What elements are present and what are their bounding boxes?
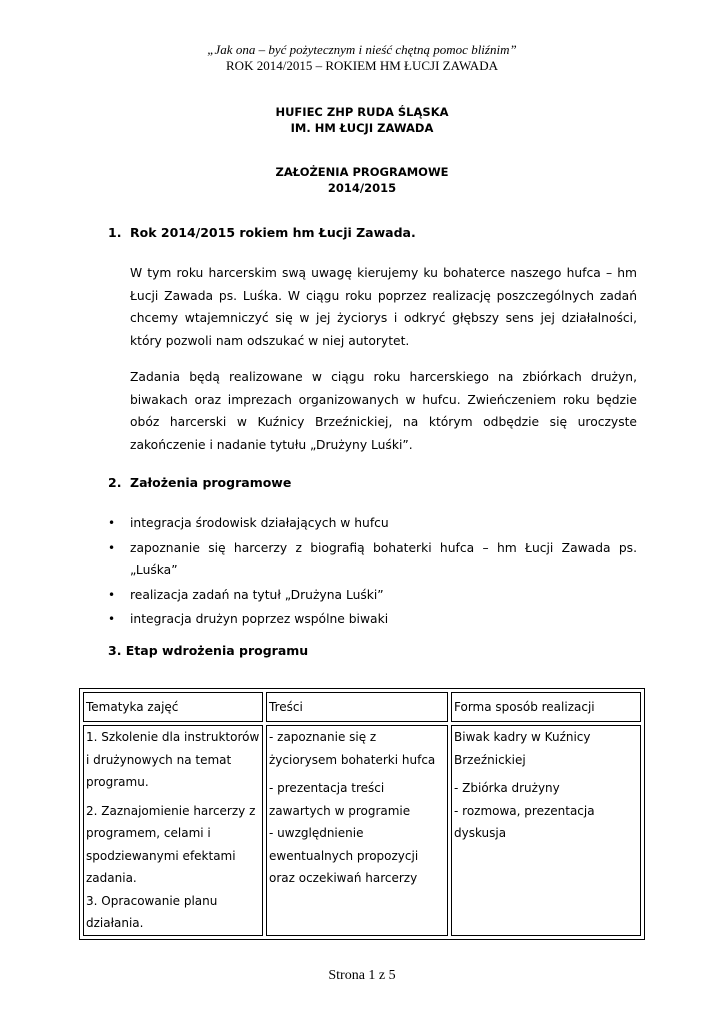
org-title [0,104,724,136]
doc-title-line1: ZAŁOŻENIA PROGRAMOWE [275,165,449,179]
table-header-content: Treści [266,692,448,722]
program-table [79,688,645,940]
org-line2: IM. HM ŁUCJI ZAWADA [290,121,434,135]
table-cell-form: Biwak kadry w Kuźnicy Brzeźnickiej - Zbiórka drużyny - rozmowa, prezentacja dyskusja [451,725,641,936]
doc-title [0,164,724,196]
section3-heading: 3. Etap wdrożenia programu [108,643,309,658]
list-item: • zapoznanie się harcerzy z biografią bohaterki hufca – hm Łucji Zawada ps. „Luśka” [0,537,637,582]
table-header-row [83,692,641,722]
program-bullet-list [0,512,724,633]
table-cell-content: - zapoznanie się z życiorysem bohaterki hufca - prezentacja treści zawartych w programie - uwzględnienie ewentualnych propozycji oraz oczekiwań harcerzy [266,725,448,936]
list-item: • integracja drużyn poprzez wspólne biwaki [0,608,637,631]
bullet-icon: • [108,516,116,530]
section2-number: 2. [108,475,122,490]
page-header [0,42,724,74]
table-row [83,725,641,936]
bullet-icon: • [108,612,116,626]
section1-number: 1. [108,225,122,240]
list-item: • integracja środowisk działających w hufcu [0,512,637,535]
bullet-icon: • [108,540,116,555]
header-motto: „Jak ona – być pożytecznym i nieść chętną pomoc bliźnim” [207,42,517,57]
section1-heading-text: Rok 2014/2015 rokiem hm Łucji Zawada. [130,225,416,240]
list-item: • realizacja zadań na tytuł „Drużyna Luśki” [0,584,637,607]
table-header-form: Forma sposób realizacji [451,692,641,722]
org-line1: HUFIEC ZHP RUDA ŚLĄSKA [275,105,449,119]
section1-heading [108,224,416,242]
header-year-line: ROK 2014/2015 – ROKIEM HM ŁUCJI ZAWADA [226,58,498,73]
table-header-topics: Tematyka zajęć [83,692,263,722]
doc-title-line2: 2014/2015 [327,181,397,195]
section1-paragraph-2: Zadania będą realizowane w ciągu roku harcerskiego na zbiórkach drużyn, biwakach oraz imprezach organizowanych w hufcu. Zwieńczeniem roku będzie obóz harcerski w Kuźnicy Brzeźnickiej, na którym odbędzie się uroczyste zakończenie i nadanie tytułu „Drużyny Luśki”. [130,370,637,452]
section2-heading-text: Założenia programowe [130,475,292,490]
table-cell-topics: 1. Szkolenie dla instruktorów i drużynowych na temat programu. 2. Zaznajomienie harcerzy z programem, celami i spodziewanymi efektami zadania. 3. Opracowanie planu działania. [83,725,263,936]
page-number: Strona 1 z 5 [328,968,396,983]
section2-heading [108,474,291,492]
section1-paragraph-1: W tym roku harcerskim swą uwagę kierujemy ku bohaterce naszego hufca – hm Łucji Zawada ps. Luśka. W ciągu roku poprzez realizację poszczególnych zadań chcemy wtajemniczyć się w jej życiorys i odkryć głębszy sens jej działalności, który pozwoli nam odszukać w niej autorytet. [130,266,637,348]
bullet-icon: • [108,587,116,602]
